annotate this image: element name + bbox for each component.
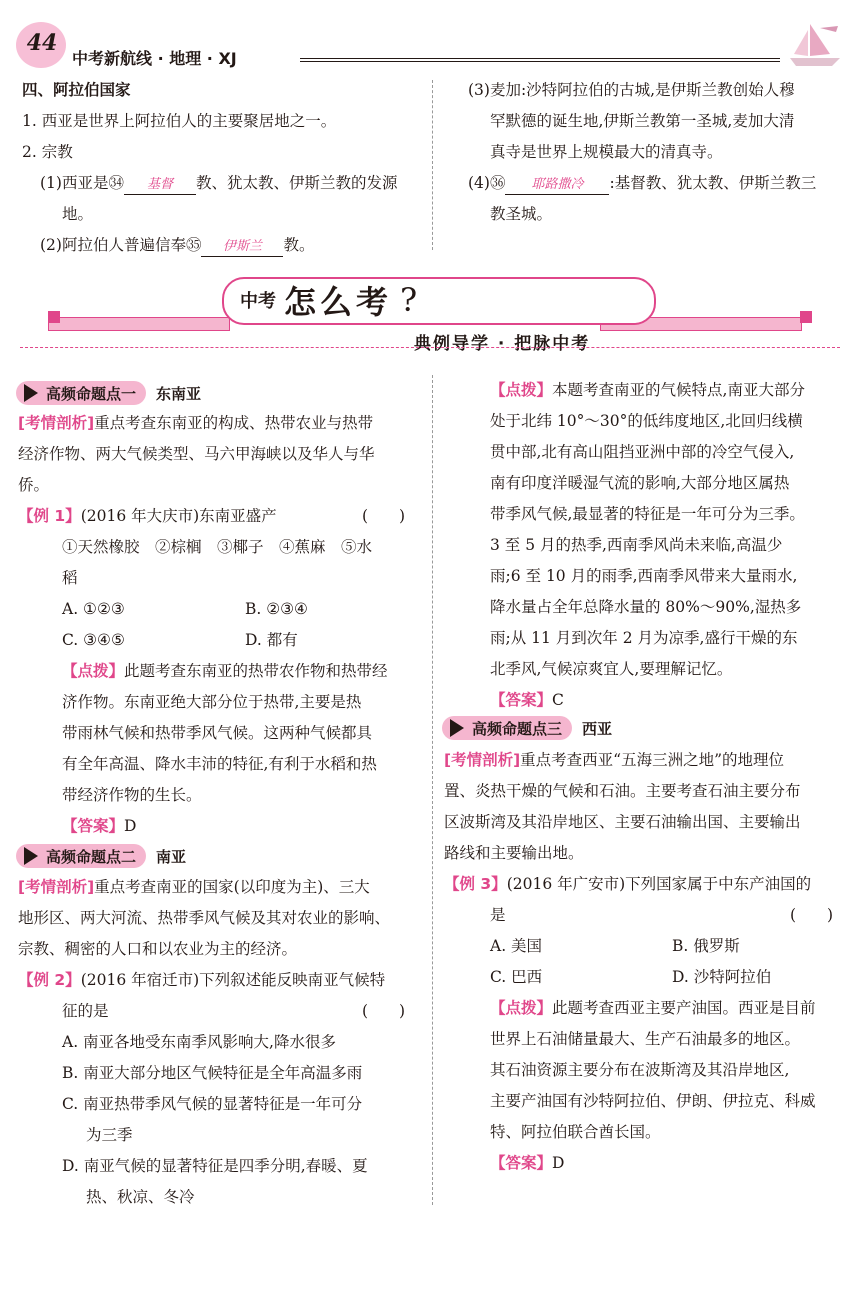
option-d-cont: 热、秋凉、冬冷	[86, 1188, 195, 1206]
option-c: C. 南亚热带季风气候的显著特征是一年可分	[62, 1095, 363, 1113]
answer-tag: 【答案】	[490, 1154, 553, 1172]
text-line: 真寺是世界上规模最大的清真寺。	[490, 143, 723, 161]
text-fragment: 重点考查西亚“五海三洲之地”的地理位	[520, 751, 785, 769]
text-fragment: (2016 年宿迁市)下列叙述能反映南亚气候特	[80, 971, 386, 989]
topic-name: 南亚	[156, 847, 187, 866]
text-fragment: 本题考查南亚的气候特点,南亚大部分	[552, 381, 805, 399]
option-a: A. 美国	[490, 937, 543, 955]
text-line: 侨。	[18, 476, 50, 494]
answer-blank-36: 耶路撒冷	[505, 176, 609, 195]
answer-blank-35: 伊斯兰	[201, 238, 283, 257]
text-line: 教圣城。	[490, 205, 553, 223]
play-triangle-icon	[450, 719, 464, 737]
text-line: 3 至 5 月的热季,西南季风尚未来临,高温少	[490, 536, 783, 554]
column-divider-top	[432, 80, 433, 250]
text-line: 是	[490, 906, 506, 924]
example-tag: 【例 3】	[444, 875, 507, 893]
text-line	[490, 993, 816, 1023]
answer-value: D	[552, 1154, 565, 1172]
text-line	[18, 965, 385, 995]
text-line: 处于北纬 10°～30°的低纬度地区,北回归线横	[490, 412, 803, 430]
answer-tag: 【答案】	[62, 817, 125, 835]
text-line: 置、炎热干燥的气候和石油。主要考查石油主要分布	[444, 782, 801, 800]
text-line	[490, 1148, 564, 1178]
analysis-tag: [考情剖析]	[18, 414, 95, 432]
text-line	[444, 745, 784, 775]
text-line	[444, 869, 811, 899]
book-title: 中考新航线 · 地理 · XJ	[72, 49, 237, 68]
option-c-cont: 为三季	[86, 1126, 133, 1144]
option-d: D. 都有	[245, 631, 298, 649]
text-line	[18, 408, 373, 438]
banner-dashed-rule	[20, 347, 840, 348]
play-triangle-icon	[24, 384, 38, 402]
hint-tag: 【点拨】	[490, 999, 553, 1017]
banner-main: 怎么考	[284, 283, 393, 321]
text-line: 降水量占全年总降水量的 80%～90%,湿热多	[490, 598, 802, 616]
text-line: 路线和主要输出地。	[444, 844, 584, 862]
topic-pill	[16, 381, 146, 405]
hint-tag: 【点拨】	[490, 381, 553, 399]
answer-paren: ( )	[790, 906, 834, 924]
answer-tag: 【答案】	[490, 691, 553, 709]
banner-stripe-left	[48, 317, 230, 331]
text-line	[490, 375, 805, 405]
text-line	[18, 872, 370, 902]
topic-header	[442, 715, 612, 741]
text-line: 南有印度洋暖湿气流的影响,大部分地区属热	[490, 474, 790, 492]
text-line: 1. 西亚是世界上阿拉伯人的主要聚居地之一。	[22, 112, 337, 130]
text-fragment: 重点考查东南亚的构成、热带农业与热带	[94, 414, 374, 432]
topic-name: 西亚	[582, 719, 613, 738]
text-line: ①天然橡胶 ②棕榈 ③椰子 ④蕉麻 ⑤水	[62, 538, 373, 556]
play-triangle-icon	[24, 847, 38, 865]
option-d: D. 沙特阿拉伯	[672, 968, 772, 986]
text-fragment: 此题考查西亚主要产油国。西亚是目前	[552, 999, 816, 1017]
text-line: 经济作物、两大气候类型、马六甲海峡以及华人与华	[18, 445, 375, 463]
topic-label: 高频命题点一	[46, 384, 137, 403]
text-line: 贯中部,北有高山阻挡亚洲中部的冷空气侵入,	[490, 443, 795, 461]
text-line: (3)麦加:沙特阿拉伯的古城,是伊斯兰教创始人穆	[468, 81, 795, 99]
text-line	[468, 168, 816, 198]
text-line: 雨;6 至 10 月的雨季,西南季风带来大量雨水,	[490, 567, 798, 585]
answer-paren: ( )	[362, 507, 406, 525]
banner-subtitle: 典例导学 · 把脉中考	[414, 334, 591, 354]
banner-question-mark: ?	[400, 281, 418, 319]
section-banner	[0, 265, 860, 360]
topic-header	[16, 380, 201, 406]
text-fragment: (1)西亚是㉞	[40, 174, 124, 192]
answer-value: D	[124, 817, 137, 835]
example-tag: 【例 2】	[18, 971, 81, 989]
text-line	[40, 230, 314, 260]
text-fragment: 教、犹太教、伊斯兰教的发源	[195, 174, 398, 192]
text-fragment: (2)阿拉伯人普遍信奉㉟	[40, 236, 202, 254]
text-line: 稻	[62, 569, 78, 587]
text-line: 雨;从 11 月到次年 2 月为凉季,盛行干燥的东	[490, 629, 798, 647]
text-line	[490, 685, 564, 715]
text-line: 北季风,气候凉爽宜人,要理解记忆。	[490, 660, 733, 678]
header-rule	[300, 58, 780, 62]
text-line: 地。	[62, 205, 94, 223]
text-fragment: (2016 年大庆市)东南亚盛产	[80, 507, 277, 525]
text-line: 济作物。东南亚绝大部分位于热带,主要是热	[62, 693, 362, 711]
banner-square-right	[800, 311, 812, 323]
topic-label: 高频命题点二	[46, 847, 137, 866]
option-a: A. 南亚各地受东南季风影响大,降水很多	[62, 1033, 336, 1051]
text-line: 带季风气候,最显著的特征是一年可分为三季。	[490, 505, 805, 523]
text-line	[40, 168, 397, 198]
banner-square-left	[48, 311, 60, 323]
text-line: 带经济作物的生长。	[62, 786, 202, 804]
text-line: 区波斯湾及其沿岸地区、主要石油输出国、主要输出	[444, 813, 801, 831]
answer-paren: ( )	[362, 1002, 406, 1020]
text-line: 主要产油国有沙特阿拉伯、伊朗、伊拉克、科威	[490, 1092, 816, 1110]
text-line: 世界上石油储量最大、生产石油最多的地区。	[490, 1030, 801, 1048]
text-line: 地形区、两大河流、热带季风气候及其对农业的影响、	[18, 909, 391, 927]
text-line: 特、阿拉伯联合酋长国。	[490, 1123, 661, 1141]
page-header	[0, 0, 860, 70]
text-fragment: (2016 年广安市)下列国家属于中东产油国的	[506, 875, 812, 893]
topic-header	[16, 843, 186, 869]
option-b: B. ②③④	[245, 600, 308, 618]
hint-tag: 【点拨】	[62, 662, 125, 680]
section-heading: 四、阿拉伯国家	[22, 81, 131, 99]
option-a: A. ①②③	[62, 600, 125, 618]
answer-blank-34: 基督	[124, 176, 196, 195]
column-divider-main	[432, 375, 433, 1205]
text-line: 宗教、稠密的人口和以农业为主的经济。	[18, 940, 298, 958]
text-line: 其石油资源主要分布在波斯湾及其沿岸地区,	[490, 1061, 790, 1079]
text-fragment: 此题考查东南亚的热带农作物和热带经	[124, 662, 388, 680]
answer-value: C	[552, 691, 564, 709]
text-line: 征的是	[62, 1002, 109, 1020]
text-line: 罕默德的诞生地,伊斯兰教第一圣城,麦加大清	[490, 112, 795, 130]
option-c: C. 巴西	[490, 968, 543, 986]
banner-prefix: 中考	[240, 291, 276, 312]
text-fragment: :基督教、犹太教、伊斯兰教三	[609, 174, 817, 192]
option-b: B. 南亚大部分地区气候特征是全年高温多雨	[62, 1064, 363, 1082]
text-line	[62, 656, 388, 686]
analysis-tag: [考情剖析]	[444, 751, 521, 769]
topic-name: 东南亚	[156, 384, 202, 403]
text-fragment: 教。	[283, 236, 315, 254]
analysis-tag: [考情剖析]	[18, 878, 95, 896]
page-number: 44	[26, 30, 58, 56]
topic-pill	[16, 844, 146, 868]
option-c: C. ③④⑤	[62, 631, 125, 649]
sailboat-logo-icon	[780, 18, 850, 68]
option-b: B. 俄罗斯	[672, 937, 740, 955]
topic-pill	[442, 716, 572, 740]
text-line	[18, 501, 277, 531]
example-tag: 【例 1】	[18, 507, 81, 525]
text-line: 有全年高温、降水丰沛的特征,有利于水稻和热	[62, 755, 377, 773]
text-fragment: (4)㊱	[468, 174, 506, 192]
text-line: 带雨林气候和热带季风气候。这两种气候都具	[62, 724, 373, 742]
topic-label: 高频命题点三	[472, 719, 563, 738]
option-d: D. 南亚气候的显著特征是四季分明,春暖、夏	[62, 1157, 368, 1175]
text-line: 2. 宗教	[22, 143, 73, 161]
text-fragment: 重点考查南亚的国家(以印度为主)、三大	[94, 878, 370, 896]
text-line	[62, 811, 136, 841]
banner-title	[240, 279, 417, 321]
